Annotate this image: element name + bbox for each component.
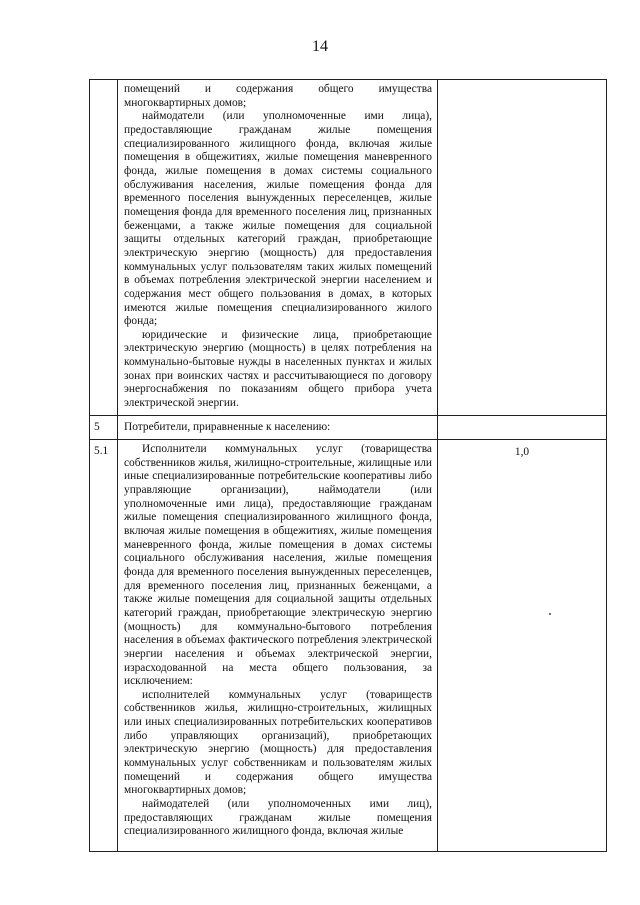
table-row — [90, 416, 607, 440]
paragraph: наймодатели (или уполномоченные ими лица), предоставляющие гражданам жилые помещения специализированного жилищного фонда, включая жилые помещения в общежитиях, жилые помещения маневренного фонда, жилые помещения в домах системы социального обслуживания населения, жилые помещения фонда для временного поселения вынужденных переселенцев, жилые помещения фонда для временного поселения лиц, признанных беженцами, а также жилые помещения для социальной защиты отдельных категорий граждан, приобретающие электрическую энергию (мощность) для предоставления коммунальных услуг пользователям таких жилых помещений в объемах потребления электрической энергии населением и содержания мест общего пользования в домах, в которых имеются жилые помещения специализированного жилого фонда; — [124, 110, 432, 328]
table-row — [90, 440, 607, 852]
row-value: 1,0 — [438, 440, 607, 852]
paragraph: Исполнители коммунальных услуг (товарищества собственников жилья, жилищно-строительные, жилищные или иные специализированные потребительские кооперативы либо управляющие организации), наймодатели (или уполномоченные ими лица), предоставляющие гражданам жилые помещения специализированного жилищного фонда, включая жилые помещения в общежитиях, жилые помещения маневренного фонда, жилые помещения в домах системы социального обслуживания населения, жилые помещения фонда для временного поселения вынужденных переселенцев, для временного поселения лиц, признанных беженцами, а также жилые помещения для социальной защиты отдельных категорий граждан, приобретающие электрическую энергию (мощность) для коммунально-бытового потребления населения в объемах фактического потребления электрической энергии населения и объемах электрической энергии, израсходованной на места общего пользования, за исключением: — [124, 443, 432, 688]
table-row — [90, 80, 607, 416]
row-value — [438, 416, 607, 440]
page-number: 14 — [312, 38, 328, 55]
row-description — [118, 440, 438, 852]
paragraph: помещений и содержания общего имущества многоквартирных домов; — [124, 83, 432, 109]
row-number: 5 — [90, 416, 118, 440]
row-value — [438, 80, 607, 416]
paragraph: юридические и физические лица, приобретающие электрическую энергию (мощность) в целях потребления на коммунально-бытовые нужды в населенных пунктах и жилых зонах при воинских частях и рассчитывающиеся по договору энергоснабжения по показаниям общего прибора учета электрической энергии. — [124, 328, 432, 410]
paragraph: наймодателей (или уполномоченных ими лиц), предоставляющих гражданам жилые помещения специализированного жилищного фонда, включая жилые — [124, 798, 432, 838]
row-number — [90, 80, 118, 416]
section-header: Потребители, приравненные к населению: — [118, 416, 438, 440]
scan-speck — [549, 613, 551, 615]
tariff-table — [89, 79, 607, 852]
paragraph: исполнителей коммунальных услуг (товариществ собственников жилья, жилищно-строительных, жилищных или иных специализированных потребительских кооперативов либо управляющих организаций), приобретающих электрическую энергию (мощность) для предоставления коммунальных услуг собственникам и пользователям жилых помещений и содержания общего имущества многоквартирных домов; — [124, 688, 432, 797]
row-description — [118, 80, 438, 416]
row-number: 5.1 — [90, 440, 118, 852]
